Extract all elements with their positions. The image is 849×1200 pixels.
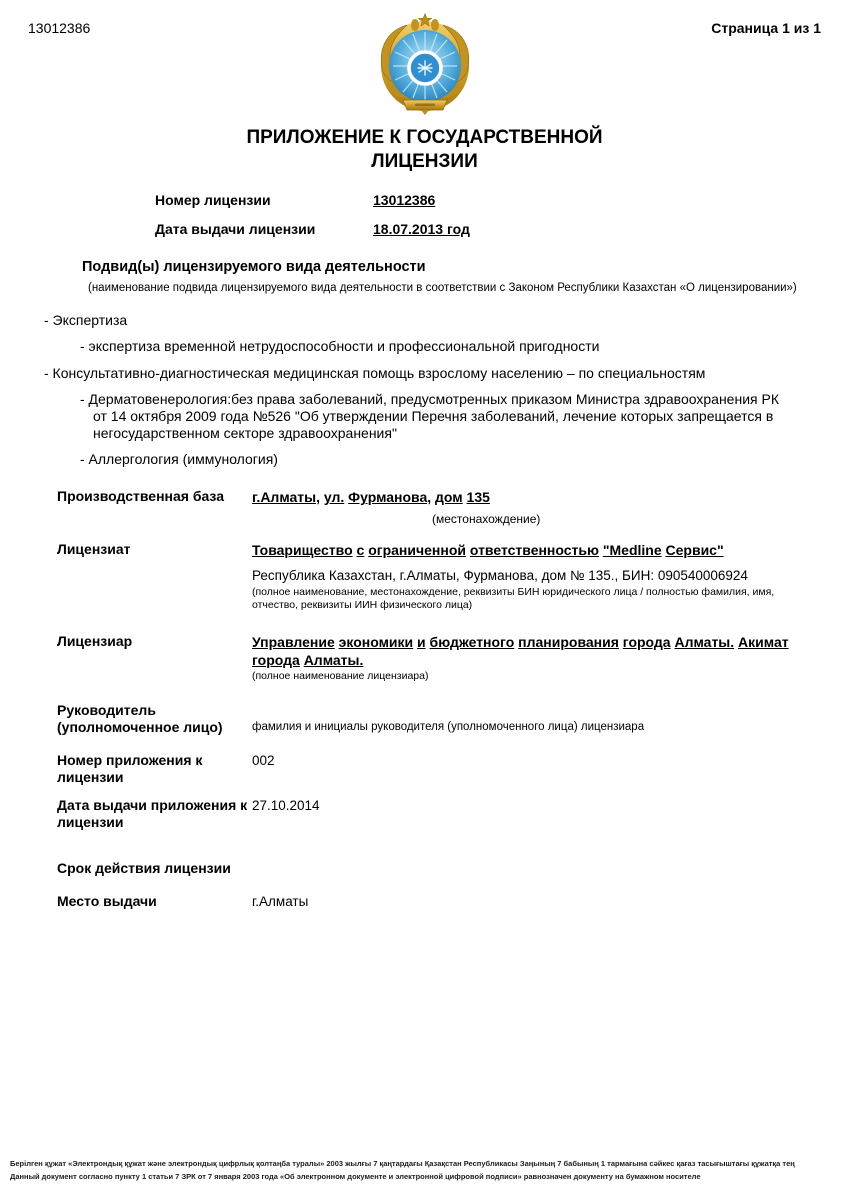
page-footer <box>10 1157 841 1183</box>
licensee-caption: (полное наименование, местонахождение, реквизиты БИН юридического лица / полностью фамилия, имя, отчество, реквизиты ИИН физического лица) <box>252 586 775 611</box>
licensee-row <box>57 541 849 612</box>
appendix-number-value: 002 <box>252 753 275 768</box>
license-info-block <box>155 192 849 237</box>
document-number: 13012386 <box>28 20 91 36</box>
appendix-number-row <box>57 752 849 786</box>
appendix-number-label: Номер приложения к лицензии <box>57 752 203 785</box>
subtypes-list <box>0 312 849 468</box>
subtype-item: - Аллергология (иммунология) <box>80 451 278 467</box>
appendix-date-row <box>57 797 849 831</box>
subtype-item: - Экспертиза <box>44 312 128 328</box>
issue-place-value: г.Алматы <box>252 894 309 909</box>
document-body <box>0 126 849 911</box>
licensee-name: Товарищество с ограниченной ответственностью "Medline Сервис" <box>252 542 724 558</box>
licensee-value-block <box>252 541 817 612</box>
fields-section <box>0 488 849 911</box>
validity-label: Срок действия лицензии <box>57 860 231 876</box>
footer-line-kazakh: Берілген құжат «Электрондық құжат және электрондық цифрлық қолтаңба туралы» 2003 жылғы 7 қаңтардағы Қазақстан Республикасы Заңының 7 бабының 1 тармағына сәйкес қағаз тасығыштағы құжатқа тең <box>10 1159 795 1168</box>
head-person-label: Руководитель (уполномоченное лицо) <box>57 702 223 735</box>
appendix-date-label: Дата выдачи приложения к лицензии <box>57 797 248 830</box>
page-indicator: Страница 1 из 1 <box>711 20 821 36</box>
licensor-row <box>57 633 849 683</box>
licensor-caption: (полное наименование лицензиара) <box>252 670 429 682</box>
issue-place-row <box>57 893 849 911</box>
license-number-value: 13012386 <box>373 192 436 208</box>
licensee-details: Республика Казахстан, г.Алматы, Фурманова, дом № 135., БИН: 090540006924 <box>252 568 748 583</box>
license-number-row <box>155 192 849 208</box>
document-title-line1: ПРИЛОЖЕНИЕ К ГОСУДАРСТВЕННОЙ <box>246 127 603 148</box>
document-title-line2: ЛИЦЕНЗИИ <box>371 151 478 172</box>
license-issue-date-row <box>155 221 849 237</box>
production-base-value: г.Алматы, ул. Фурманова, дом 135 <box>252 489 490 505</box>
production-base-caption: (местонахождение) <box>432 512 541 526</box>
appendix-date-value: 27.10.2014 <box>252 798 320 813</box>
subtypes-subheading: (наименование подвида лицензируемого вида деятельности в соответствии с Законом Республики Казахстан «О лицензировании») <box>88 282 797 294</box>
production-base-label: Производственная база <box>57 488 224 504</box>
head-person-value: фамилия и инициалы руководителя (уполномоченного лица) лицензиара <box>252 721 645 733</box>
issue-place-label: Место выдачи <box>57 893 157 909</box>
document-title <box>0 126 849 174</box>
subtypes-heading: Подвид(ы) лицензируемого вида деятельности <box>82 259 426 275</box>
licensor-value-block <box>252 633 817 683</box>
kazakhstan-emblem-icon <box>375 12 475 116</box>
subtype-item: - Консультативно-диагностическая медицинская помощь взрослому населению – по специальностям <box>44 365 706 381</box>
emblem-container <box>0 12 849 118</box>
licensor-name: Управление экономики и бюджетного планирования города Алматы. Акимат города Алматы. <box>252 634 789 668</box>
license-issue-date-value: 18.07.2013 год <box>373 221 470 237</box>
footer-line-russian: Данный документ согласно пункту 1 статьи 7 ЗРК от 7 января 2003 года «Об электронном документе и электронной цифровой подписи» равнозначен документу на бумажном носителе <box>10 1172 701 1181</box>
licensor-label: Лицензиар <box>57 633 133 649</box>
licensee-label: Лицензиат <box>57 541 131 557</box>
validity-row <box>57 860 849 877</box>
license-number-label: Номер лицензии <box>155 192 271 208</box>
head-person-row <box>57 702 849 736</box>
subtype-item: - экспертиза временной нетрудоспособности и профессиональной пригодности <box>80 338 600 354</box>
subtype-item: - Дерматовенерология:без права заболеваний, предусмотренных приказом Министра здравоохранения РК от 14 октября 2009 года №526 "Об утверждении Перечня заболеваний, лечение которых запрещается в негосударственном секторе здравоохранения" <box>80 391 779 441</box>
production-base-row <box>57 488 849 506</box>
license-issue-date-label: Дата выдачи лицензии <box>155 221 316 237</box>
